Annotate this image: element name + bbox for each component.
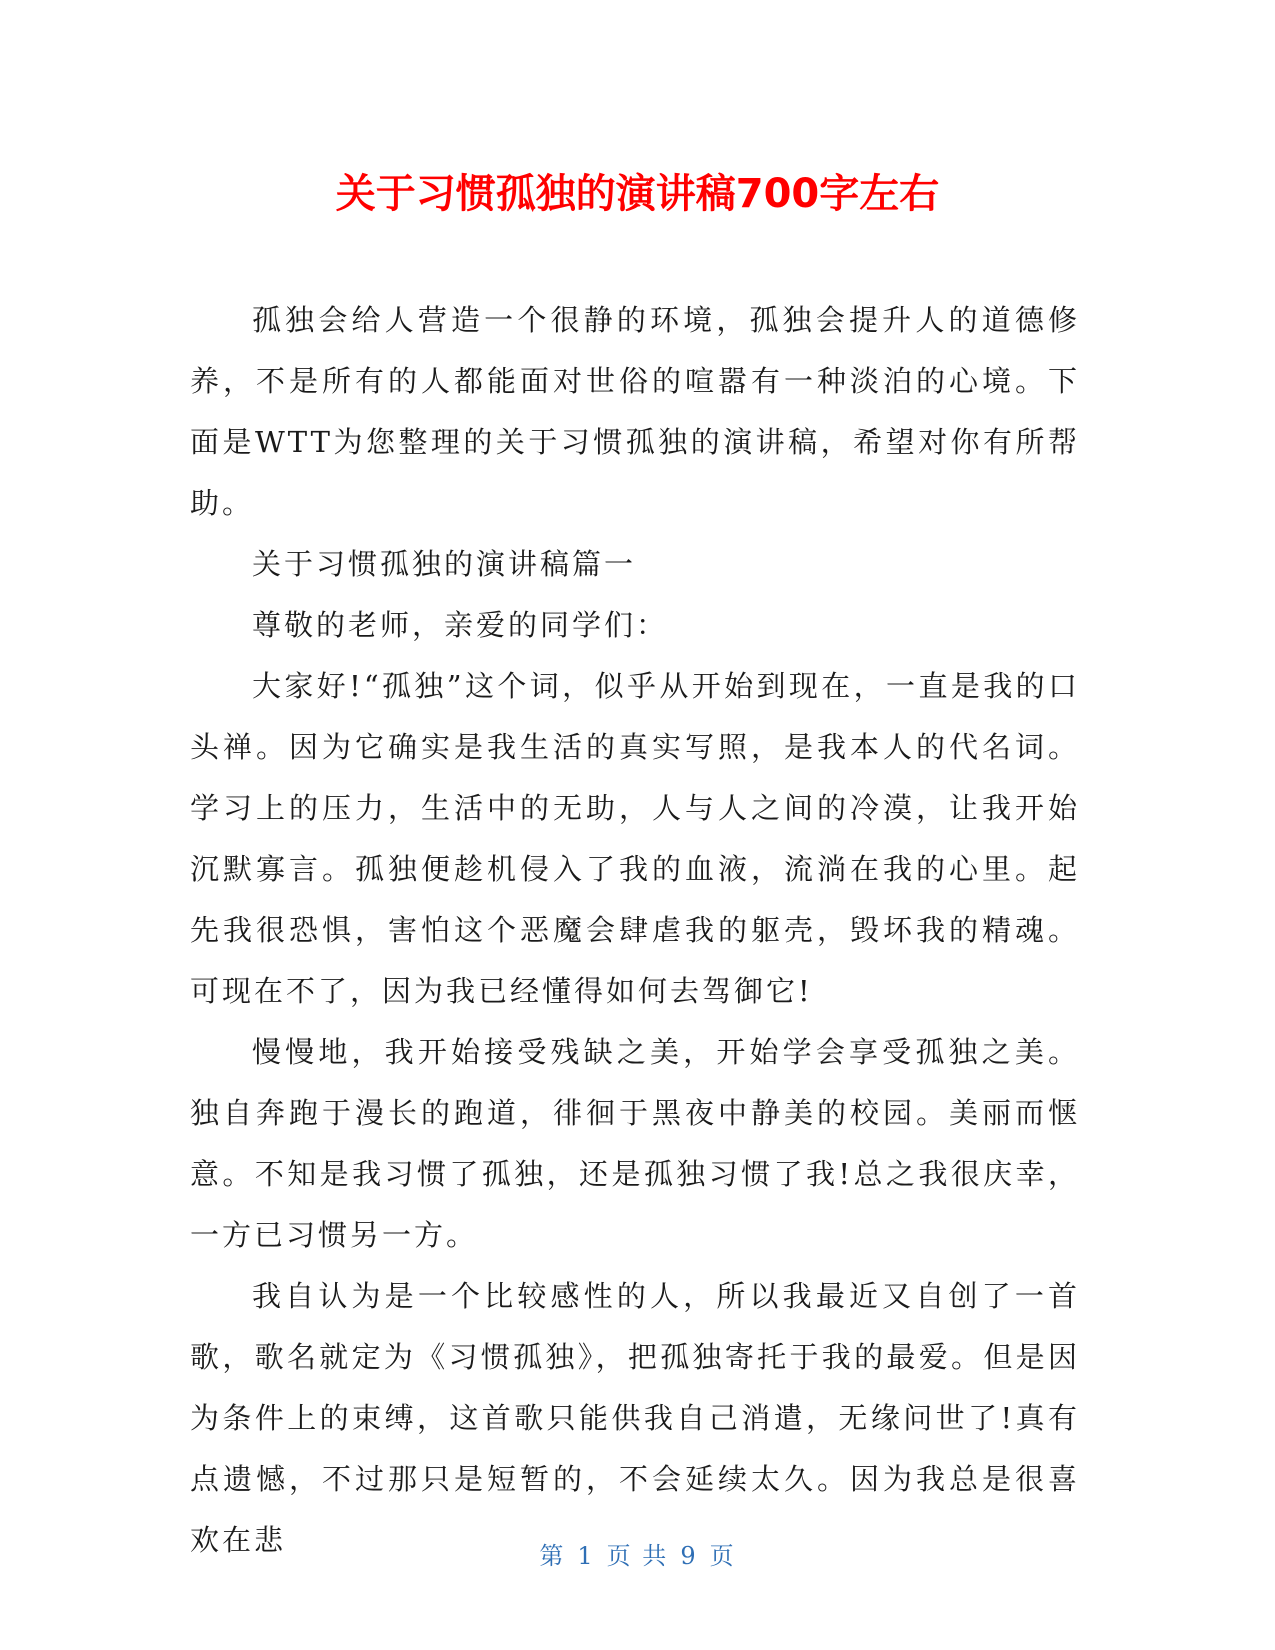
footer-page-prefix: 第 (539, 1542, 566, 1570)
document-body (190, 290, 1080, 1571)
paragraph-body-2: 慢慢地，我开始接受残缺之美，开始学会享受孤独之美。独自奔跑于漫长的跑道，徘徊于黑夜中静美的校园。美丽而惬意。不知是我习惯了孤独，还是孤独习惯了我!总之我很庆幸，一方已习惯另一方。 (190, 1035, 1080, 1252)
paragraph-intro: 孤独会给人营造一个很静的环境，孤独会提升人的道德修养，不是所有的人都能面对世俗的喧嚣有一种淡泊的心境。下面是WTT为您整理的关于习惯孤独的演讲稿，希望对你有所帮助。 (190, 303, 1080, 520)
footer-page-suffix: 页 (709, 1542, 736, 1570)
paragraph-salutation: 尊敬的老师，亲爱的同学们： (252, 608, 669, 642)
footer-total-pages: 9 (680, 1542, 698, 1570)
footer-page-mid: 页 共 (606, 1542, 669, 1570)
paragraph-body-3: 我自认为是一个比较感性的人，所以我最近又自创了一首歌，歌名就定为《习惯孤独》，把孤独寄托于我的最爱。但是因为条件上的束缚，这首歌只能供我自己消遣，无缘问世了!真有点遗憾，不过那只是短暂的，不会延续太久。因为我总是很喜欢在悲 (190, 1279, 1080, 1557)
page-footer (0, 1540, 1275, 1572)
paragraph-body-1: 大家好!“孤独”这个词，似乎从开始到现在，一直是我的口头禅。因为它确实是我生活的真实写照，是我本人的代名词。学习上的压力，生活中的无助，人与人之间的冷漠，让我开始沉默寡言。孤独便趁机侵入了我的血液，流淌在我的心里。起先我很恐惧，害怕这个恶魔会肆虐我的躯壳，毁坏我的精魂。可现在不了，因为我已经懂得如何去驾御它! (190, 669, 1080, 1008)
paragraph-section-heading: 关于习惯孤独的演讲稿篇一 (252, 547, 637, 581)
document-title: 关于习惯孤独的演讲稿700字左右 (335, 171, 940, 217)
footer-page-number: 1 (577, 1542, 595, 1570)
